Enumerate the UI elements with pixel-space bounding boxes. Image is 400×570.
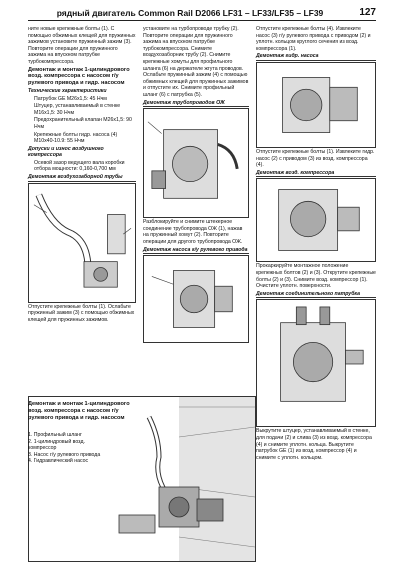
legend-item: 4. Гидравлический насос (28, 458, 89, 465)
column-2 (143, 26, 249, 344)
header-title: рядный двигатель Common Rail D2066 LF31 – LF33/LF35 – LF39 (56, 8, 324, 18)
col3-text-3: Выкрутите штуцер, устанавливаемый в стенке, для подачи (2) и слива (3) из возд. компрессора (4) и снимите уплотн. кольца. Выкрутите патрубок GE (1) из возд. компрессор (4) и снимите с уплотн. кольцом. (256, 428, 372, 461)
spec-title: Технические характеристики (28, 87, 107, 94)
col3-text-1: Отпустите крепежные болты (1). Извлеките гидр. насос (2) с приводом (3) из возд. компрессора (4). (256, 148, 375, 169)
figure-hydraulic-pump (256, 62, 376, 148)
col3-text-2: Прокаркируйте монтажное положение крепежных болтов (2) и (3). Открутите крепежные болты (2) и (3). Снимите возд. компрессор (1). Очистите уплотн. поверхности. (256, 263, 376, 290)
page-number: 127 (359, 7, 376, 18)
figure-caption: Демонтаж воздухозаборной трубы (28, 174, 136, 182)
col3-intro: Отпустите крепежные болты (4). Извлеките насос (3) г/у рулевого привода с приводом (2) и уплотн. кольцом круглого сечения из возд. компрессора (1). (256, 26, 371, 52)
col1-intro: ните новые крепежные болты (1). С помощью обжимных клещей для пружинных зажимов установите пружинный зажим (3). Повторите операции для пружинного зажима на впускном патрубке турбокомпрессора. (28, 26, 136, 65)
coolant-lines-drawing (144, 109, 248, 217)
connection-fitting-drawing (257, 300, 375, 426)
steering-pump-drawing (144, 256, 248, 342)
col2-after-figure: Разблокируйте и снимите штекерное соединение трубопровода ОЖ (1), нажав на пружинный хомут (2). Повторите операции для другого трубопровода ОЖ. (143, 219, 243, 245)
air-intake-pipe-drawing (29, 184, 135, 302)
spec-line: Предохранительный клапан M26x1,5: 90 Нчм (34, 117, 132, 130)
figure-caption: Демонтаж возд. компрессора (256, 170, 376, 178)
col1-after-figure: Отпустите крепежные болты (1). Ослабьте пружинный зажим (3) с помощью обжимных клещей для пружинных зажимов. (28, 303, 135, 323)
page-header (28, 4, 376, 21)
figure-caption: Демонтаж трубопроводов ОЖ (143, 100, 249, 108)
figure-caption: Демонтаж и монтаж 1-цилиндрового возд. компрессора с насосом г/у рулевого привода и гидр. насосом (28, 401, 130, 421)
spec-line: Штуцер, устанавливаемый в стенке M16x1,5: 30 Нчм (34, 103, 121, 116)
figure-air-compressor (256, 178, 376, 262)
spec-line: Крепежные болты гидр. насоса (4) M10x40-10.9: 55 Нчм (34, 131, 118, 145)
figure-coolant-lines (143, 108, 249, 218)
column-1 (28, 26, 136, 324)
legend-item: 2. 1-цилиндровый возд. компрессор (28, 438, 85, 452)
compressor-assembly-drawing (29, 397, 255, 561)
figure-caption: Демонтаж гидр. насоса (256, 53, 376, 61)
figure-caption: Демонтаж соединительного патрубка (256, 291, 376, 299)
legend-item: 3. Насос г/у рулевого привода (28, 451, 101, 458)
hydraulic-pump-drawing (257, 63, 375, 147)
legend-item: 1. Профильный шланг (28, 432, 82, 438)
tolerance-title: Допуски и износ воздушного компрессора (28, 145, 104, 159)
figure-steering-pump (143, 255, 249, 343)
figure-air-intake-pipe (28, 183, 136, 303)
figure-legend (28, 432, 104, 465)
figure-connection-fitting (256, 299, 376, 427)
section-heading: Демонтаж и монтаж 1-цилиндрового возд. компрессора с насосом г/у рулевого привода и гидр. насосом (28, 66, 130, 87)
column-3 (256, 26, 376, 462)
spec-line: Патрубок GE M26x1,5: 45 Нчм (34, 95, 107, 102)
tolerance-text: Осевой зазор ведущего вала коробки отбора мощности: 0,160-0,700 мм (34, 159, 125, 173)
figure-caption: Демонтаж насоса г/у рулевого привода (143, 246, 248, 253)
air-compressor-drawing (257, 179, 375, 261)
col2-intro: установите на турбопроводе трубку (2). Повторите операции для пружинного зажима на впускном патрубке турбокомпрессора. Снимите воздухозаборник трубу (2). Снимите крепежные хомуты для профильного шланга (6) на держателе жгута проводов. Ослабьте пружинный зажим (4) с помощью обжимных клещей для пружинных зажимов и отпустите их. Снимите профильный шланг (6) с патрубка (5). (143, 26, 249, 98)
